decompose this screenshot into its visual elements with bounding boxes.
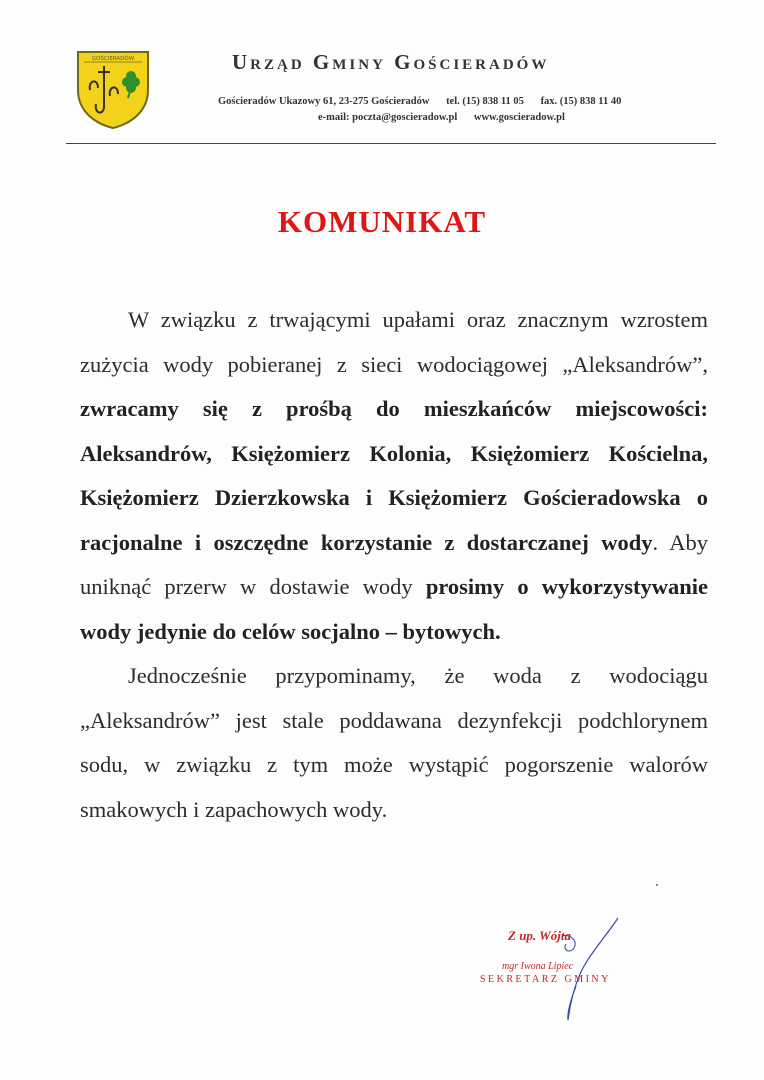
header-divider	[66, 143, 716, 144]
email: e-mail: poczta@goscieradow.pl	[318, 112, 458, 123]
paragraph-2: Jednocześnie przypominamy, że woda z wodociągu „Aleksandrów” jest stale poddawana dezynfekcji podchlorynem sodu, w związku z tym może wystąpić pogorszenie walorów smakowych i zapachowych wody.	[80, 663, 708, 822]
website: www.goscieradow.pl	[473, 112, 565, 123]
text-run: . Aby uniknąć przerw w dostawie wody	[80, 529, 708, 599]
scan-speck	[656, 884, 658, 886]
address: Gościeradów Ukazowy 61, 23-275 Gościeradów	[218, 96, 430, 107]
text-run: W związku z trwającymi upałami oraz znacznym wzrostem zużycia wody pobieranej z sieci wodociągowej „Aleksandrów”,	[80, 307, 708, 377]
signatory-name: mgr Iwona Lipiec	[502, 961, 574, 972]
announcement-body	[80, 298, 708, 832]
document-title: KOMUNIKAT	[277, 204, 487, 239]
emphasis-run: prosimy o wykorzystywanie wody jedynie do celów socjalno – bytowych.	[80, 574, 708, 644]
emphasis-run: zwracamy się z prośbą do mieszkańców miejscowości: Aleksandrów, Księżomierz Kolonia, Księżomierz Kościelna, Księżomierz Dzierzkowska i Księżomierz Gościeradowska o racjonalne i oszczędne korzystanie z dostarczanej wody	[80, 396, 708, 555]
org-name: Urząd Gminy Gościeradów	[232, 50, 550, 74]
contact-line-1	[218, 96, 635, 107]
handwritten-signature-icon	[518, 916, 638, 1026]
phone: tel. (15) 838 11 05	[446, 96, 524, 107]
coat-of-arms-icon	[74, 46, 152, 130]
fax: fax. (15) 838 11 40	[540, 96, 622, 107]
signature-stamp	[478, 916, 638, 1026]
contact-line-2	[318, 112, 579, 123]
on-behalf-label: Z up. Wójta	[508, 928, 571, 943]
paragraph-1	[80, 298, 708, 654]
crest-label: GOŚCIERADÓW	[91, 56, 135, 62]
signatory-role: SEKRETARZ GMINY	[480, 974, 611, 985]
